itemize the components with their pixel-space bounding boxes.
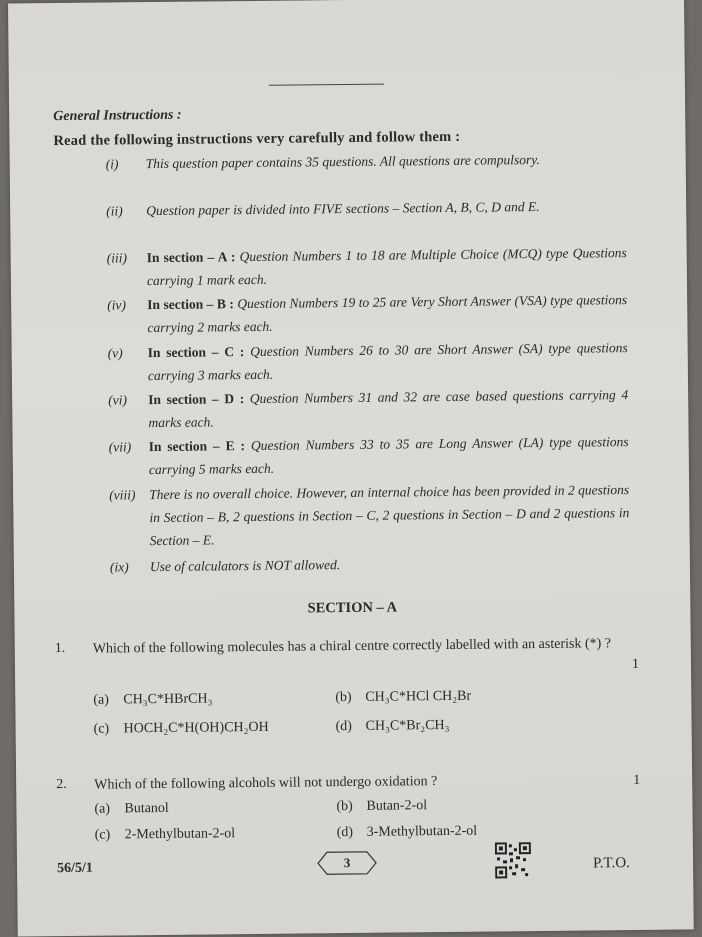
option-label: (c)	[93, 721, 110, 737]
exam-page	[8, 0, 694, 936]
page-number-text: 3	[343, 855, 351, 871]
instruction-lead: In section – D :	[148, 391, 245, 408]
general-instructions-heading: General Instructions :	[53, 107, 182, 125]
option-a	[94, 801, 169, 818]
instruction-number: (vii)	[108, 439, 132, 455]
question-mark: 1	[631, 656, 640, 673]
instruction-number: (i)	[105, 156, 119, 172]
instruction-number: (iii)	[106, 250, 128, 266]
option-text: HOCH₂C*H(OH)CH₂OH	[123, 719, 269, 737]
instruction-item	[107, 288, 627, 339]
option-label: (c)	[94, 827, 111, 843]
option-a	[93, 691, 212, 708]
question-mark: 1	[633, 772, 641, 789]
instruction-item	[107, 241, 627, 292]
option-text: CH₃C*HBrCH₃	[123, 691, 213, 708]
option-label: (b)	[335, 689, 352, 706]
instruction-number: (vi)	[108, 392, 127, 408]
instruction-text: This question paper contains 35 questions. All questions are compulsory.	[145, 151, 540, 172]
question-text: Which of the following alcohols will not undergo oxidation ?	[94, 774, 438, 793]
instruction-item	[110, 550, 630, 578]
read-instructions-line: Read the following instructions very carefully and follow them :	[53, 128, 461, 150]
instruction-number: (ix)	[109, 559, 129, 575]
option-d	[336, 718, 450, 735]
instruction-text: Question Numbers 19 to 25 are Very Short Answer (VSA) type questions carrying 2 marks each.	[147, 292, 628, 336]
instruction-number: (ii)	[106, 203, 123, 219]
option-text: 2-Methylbutan-2-ol	[124, 826, 236, 843]
instruction-lead: In section – C :	[147, 344, 245, 361]
option-label: (d)	[336, 824, 354, 841]
option-text: 3-Methylbutan-2-ol	[366, 823, 478, 840]
instruction-text: Question Numbers 31 and 32 are case based questions carrying 4 marks each.	[148, 387, 629, 431]
option-label: (d)	[335, 718, 353, 735]
instruction-lead: In section – E :	[148, 438, 246, 455]
page-number	[317, 851, 377, 876]
option-text: CH₃C*HCl CH₂Br	[365, 688, 472, 705]
option-label: (a)	[94, 801, 111, 817]
instruction-item	[106, 147, 626, 175]
instruction-item	[108, 383, 628, 434]
instruction-text: Question paper is divided into FIVE sections – Section A, B, C, D and E.	[146, 198, 540, 219]
question-number: 1.	[54, 640, 66, 657]
instruction-lead: In section – B :	[147, 296, 234, 313]
instruction-number: (viii)	[109, 487, 136, 503]
instruction-item	[108, 336, 628, 387]
instruction-number: (iv)	[107, 297, 126, 313]
instruction-text: Question Numbers 1 to 18 are Multiple Choice (MCQ) type Questions carrying 1 mark each.	[146, 245, 627, 289]
instruction-text: Use of calculators is NOT allowed.	[149, 557, 341, 575]
top-rule	[269, 84, 384, 86]
instruction-text: There is no overall choice. However, an internal choice has been provided in 2 questions in Section – B, 2 questions in Section – C, 2 questions in Section – D and 2 questions in Section – E.	[149, 482, 630, 549]
instruction-item	[109, 430, 629, 481]
option-c	[94, 720, 269, 738]
question-text: Which of the following molecules has a chiral centre correctly labelled with an asterisk (*) ?	[92, 636, 612, 657]
option-text: Butan-2-ol	[366, 798, 428, 814]
option-b	[336, 798, 427, 815]
option-label: (b)	[336, 798, 353, 815]
instruction-item	[106, 194, 626, 222]
option-text: CH₃C*Br₂CH₃	[365, 717, 450, 734]
section-a-title: SECTION – A	[307, 599, 398, 617]
instruction-text: Question Numbers 33 to 35 are Long Answer (LA) type questions carrying 5 marks each.	[148, 434, 629, 478]
please-turn-over: P.T.O.	[592, 855, 630, 872]
qr-code-icon	[495, 842, 531, 878]
option-c	[95, 826, 236, 843]
option-text: Butanol	[124, 800, 169, 817]
option-b	[335, 689, 471, 706]
option-label: (a)	[93, 692, 109, 708]
question-number: 2.	[56, 776, 67, 793]
instruction-item	[109, 478, 630, 552]
option-d	[337, 824, 478, 841]
instruction-text: Question Numbers 26 to 30 are Short Answer (SA) type questions carrying 3 marks each.	[147, 340, 628, 384]
paper-code: 56/5/1	[57, 860, 93, 877]
instruction-number: (v)	[107, 345, 123, 361]
instruction-lead: In section – A :	[146, 249, 236, 266]
